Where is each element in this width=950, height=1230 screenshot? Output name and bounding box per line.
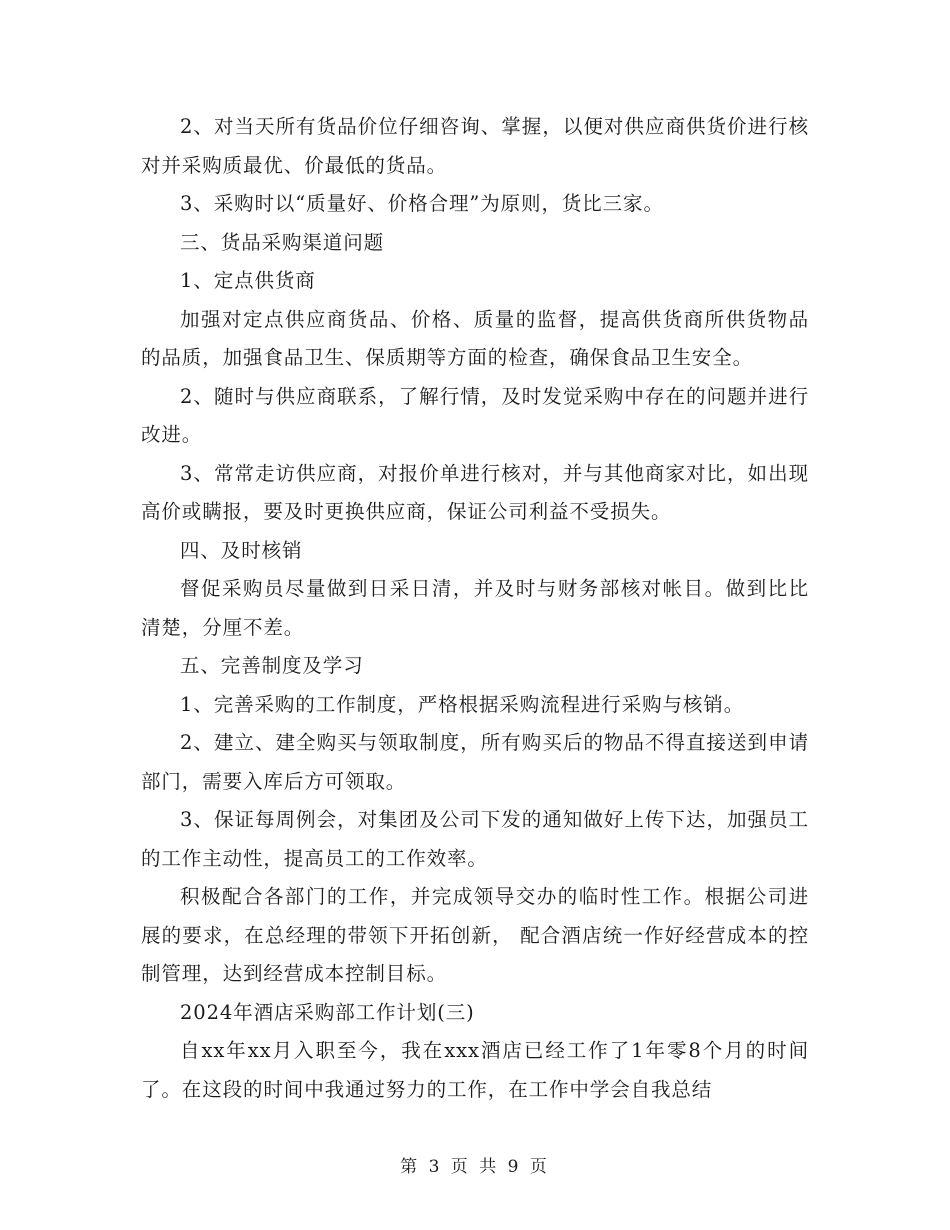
section-heading: 五、完善制度及学习	[180, 654, 364, 677]
paragraph: 自xx年xx月入职至今，我在xxx酒店已经工作了1年零8个月的时间了。在这段的时间中我通过努力的工作，在工作中学会自我总结	[141, 1039, 809, 1101]
footer-page-number: 3	[428, 1157, 443, 1177]
subsection-heading: 1、定点供货商	[180, 269, 316, 292]
paragraph: 督促采购员尽量做到日采日清，并及时与财务部核对帐目。做到比比清楚，分厘不差。	[141, 577, 809, 639]
footer-middle: 页 共	[450, 1157, 500, 1177]
paragraph: 3、采购时以“质量好、价格合理”为原则，货比三家。	[180, 192, 664, 215]
paragraph: 2、对当天所有货品价位仔细咨询、掌握，以便对供应商供货价进行核对并采购质最优、价最低的货品。	[141, 115, 809, 177]
paragraph: 积极配合各部门的工作，并完成领导交办的临时性工作。根据公司进展的要求，在总经理的带领下开拓创新， 配合酒店统一作好经营成本的控制管理，达到经营成本控制目标。	[141, 885, 809, 985]
footer-suffix: 页	[529, 1157, 550, 1177]
paragraph: 加强对定点供应商货品、价格、质量的监督，提高供货商所供货物品的品质，加强食品卫生、保质期等方面的检查，确保食品卫生安全。	[141, 307, 809, 369]
paragraph: 1、完善采购的工作制度，严格根据采购流程进行采购与核销。	[180, 692, 745, 716]
document-title: 2024年酒店采购部工作计划(三)	[180, 1000, 475, 1024]
footer-prefix: 第	[400, 1157, 421, 1177]
page-footer	[0, 1152, 950, 1177]
paragraph: 3、保证每周例会，对集团及公司下发的通知做好上传下达，加强员工的工作主动性，提高员工的工作效率。	[141, 808, 809, 870]
document-body	[141, 108, 809, 1109]
paragraph: 2、建立、建全购买与领取制度，所有购买后的物品不得直接送到申请部门，需要入库后方可领取。	[141, 731, 809, 793]
section-heading: 四、及时核销	[180, 538, 303, 562]
paragraph: 3、常常走访供应商，对报价单进行核对，并与其他商家对比，如出现高价或瞒报，要及时更换供应商，保证公司利益不受损失。	[141, 461, 809, 523]
section-heading: 三、货品采购渠道问题	[180, 230, 385, 254]
paragraph: 2、随时与供应商联系，了解行情，及时发觉采购中存在的问题并进行改进。	[141, 384, 809, 446]
footer-total-pages: 9	[507, 1157, 522, 1177]
